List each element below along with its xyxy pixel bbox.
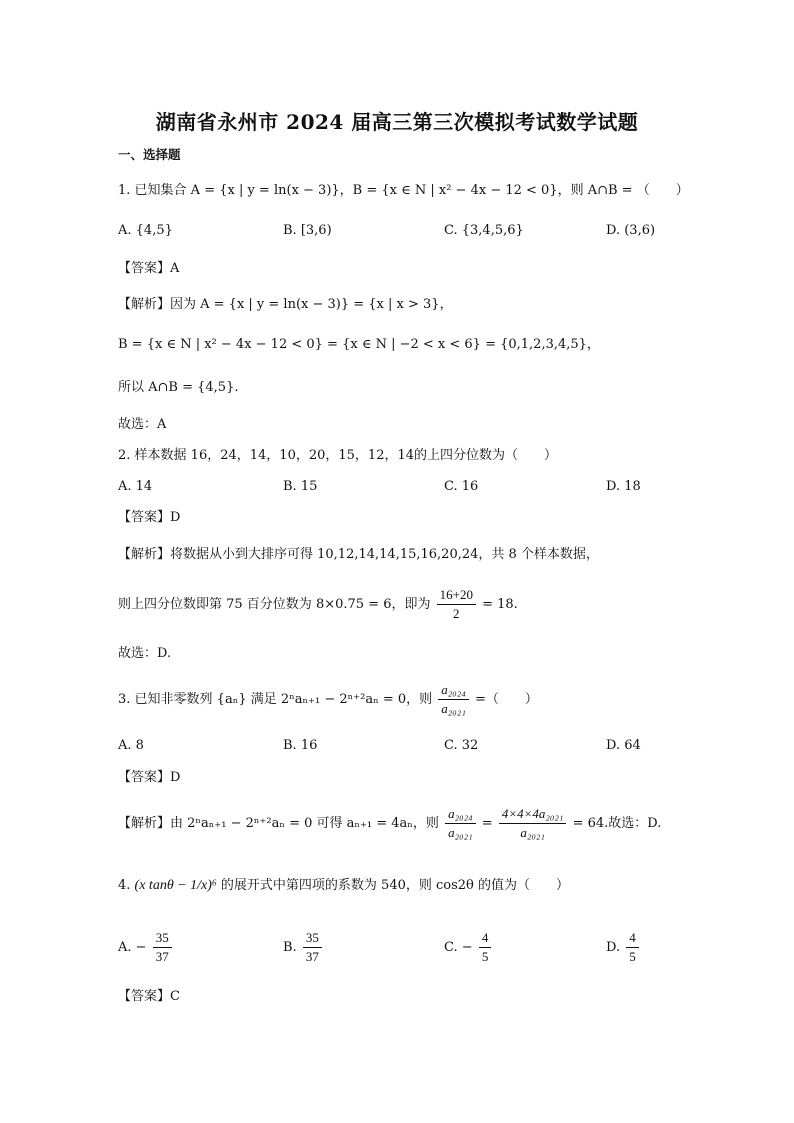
page-title: 湖南省永州市 2024 届高三第三次模拟考试数学试题 xyxy=(155,110,639,134)
q2-option-c: C. 16 xyxy=(444,479,479,494)
q4-option-b-numerator: 35 xyxy=(303,930,322,948)
q1-option-b: B. [3,6) xyxy=(283,223,332,238)
q4-option-b-denominator: 37 xyxy=(305,949,319,964)
q3-analysis-fraction-1-denominator: a₂₀₂₁ xyxy=(448,825,473,840)
q3-analysis-fraction-2-numerator: 4×4×4a₂₀₂₁ xyxy=(499,806,567,824)
q1-option-d: D. (3,6) xyxy=(606,223,656,238)
q3-analysis-equals: = xyxy=(481,816,493,831)
q4-option-a-sign: − xyxy=(135,940,147,955)
q4-option-d-label: D. xyxy=(606,940,621,955)
q4-option-c-denominator: 5 xyxy=(481,949,489,964)
q1-analysis-line-1: 【解析】因为 A = {x | y = ln(x − 3)} = {x | x > 3}， xyxy=(118,297,453,312)
q4-option-a-label: A. xyxy=(118,940,132,955)
q4-number: 4. xyxy=(118,878,131,893)
q4-option-b xyxy=(283,930,324,965)
q4-option-d-fraction xyxy=(626,930,639,965)
q4-option-a-denominator: 37 xyxy=(155,949,169,964)
q2-analysis-line-2 xyxy=(118,587,518,622)
q4-option-d-denominator: 5 xyxy=(629,949,636,964)
q3-option-c: C. 32 xyxy=(444,738,479,753)
q2-fraction xyxy=(437,587,476,622)
q3-option-a: A. 8 xyxy=(118,738,144,753)
q3-stem-fraction-numerator: a₂₀₂₄ xyxy=(438,682,469,700)
q4-option-a xyxy=(118,930,174,965)
q3-analysis-text: 【解析】由 2ⁿaₙ₊₁ − 2ⁿ⁺²aₙ = 0 可得 aₙ₊₁ = 4aₙ，则 xyxy=(118,816,439,831)
q2-fraction-numerator: 16+20 xyxy=(437,587,476,605)
q1-option-c: C. {3,4,5,6} xyxy=(444,223,524,238)
q4-option-a-fraction xyxy=(153,930,172,965)
q4-option-b-label: B. xyxy=(283,940,297,955)
q3-analysis-fraction-2 xyxy=(499,806,567,841)
q3-stem-fraction xyxy=(438,682,469,717)
q4-option-c-numerator: 4 xyxy=(479,930,492,948)
q3-analysis-fraction-2-denominator: a₂₀₂₁ xyxy=(520,825,545,840)
q2-option-d: D. 18 xyxy=(606,479,641,494)
q1-stem: 1. 已知集合 A = {x | y = ln(x − 3)}，B = {x ∈ N | x² − 4x − 12 < 0}，则 A∩B = （ ） xyxy=(118,183,689,198)
q3-analysis-fraction-1 xyxy=(445,806,476,841)
q4-option-c-label: C. xyxy=(444,940,458,955)
q3-answer: 【答案】D xyxy=(118,770,181,785)
q4-option-b-fraction xyxy=(303,930,322,965)
q4-option-d xyxy=(606,930,641,965)
q4-option-c-fraction xyxy=(479,930,492,965)
q3-stem-text: 3. 已知非零数列 {aₙ} 满足 2ⁿaₙ₊₁ − 2ⁿ⁺²aₙ = 0，则 xyxy=(118,692,433,707)
q3-stem-fraction-denominator: a₂₀₂₁ xyxy=(441,701,466,716)
q4-option-a-numerator: 35 xyxy=(153,930,172,948)
q4-option-c xyxy=(444,930,493,965)
q3-option-d: D. 64 xyxy=(606,738,641,753)
q2-analysis-result: = 18. xyxy=(482,597,518,612)
q2-option-b: B. 15 xyxy=(283,479,318,494)
q4-binomial-expression: (x tanθ − 1/x)⁶ xyxy=(134,878,217,893)
q3-analysis xyxy=(118,806,661,841)
q4-option-c-sign: − xyxy=(461,940,473,955)
q1-option-a: A. {4,5} xyxy=(118,223,173,238)
q2-option-a: A. 14 xyxy=(118,479,153,494)
q3-option-b: B. 16 xyxy=(283,738,318,753)
section-heading: 一、选择题 xyxy=(118,147,181,162)
q3-analysis-result: = 64.故选：D. xyxy=(572,816,662,831)
q3-stem xyxy=(118,682,538,717)
q1-analysis-line-2: B = {x ∈ N | x² − 4x − 12 < 0} = {x ∈ N | −2 < x < 6} = {0,1,2,3,4,5}， xyxy=(118,337,600,352)
q1-answer: 【答案】A xyxy=(118,261,180,276)
q2-fraction-denominator: 2 xyxy=(453,606,460,621)
q1-analysis-line-3: 所以 A∩B = {4,5}. xyxy=(118,380,239,395)
q3-analysis-fraction-1-numerator: a₂₀₂₄ xyxy=(445,806,476,824)
q2-analysis-line-1: 【解析】将数据从小到大排序可得 10,12,14,14,15,16,20,24，共 8 个样本数据， xyxy=(118,547,599,562)
q2-analysis-text: 则上四分位数即第 75 百分位数为 8×0.75 = 6，即为 xyxy=(118,597,431,612)
q4-stem xyxy=(118,877,569,895)
q3-stem-tail: =（ ） xyxy=(474,692,538,707)
q2-answer: 【答案】D xyxy=(118,510,181,525)
q1-choice: 故选：A xyxy=(118,417,167,432)
q4-answer: 【答案】C xyxy=(118,989,180,1004)
q2-choice: 故选：D. xyxy=(118,646,172,661)
q4-stem-text: 的展开式中第四项的系数为 540，则 cos2θ 的值为（ ） xyxy=(220,878,570,893)
q2-stem: 2. 样本数据 16，24，14，10，20，15，12，14的上四分位数为（ ） xyxy=(118,448,558,463)
q4-option-d-numerator: 4 xyxy=(626,930,639,948)
